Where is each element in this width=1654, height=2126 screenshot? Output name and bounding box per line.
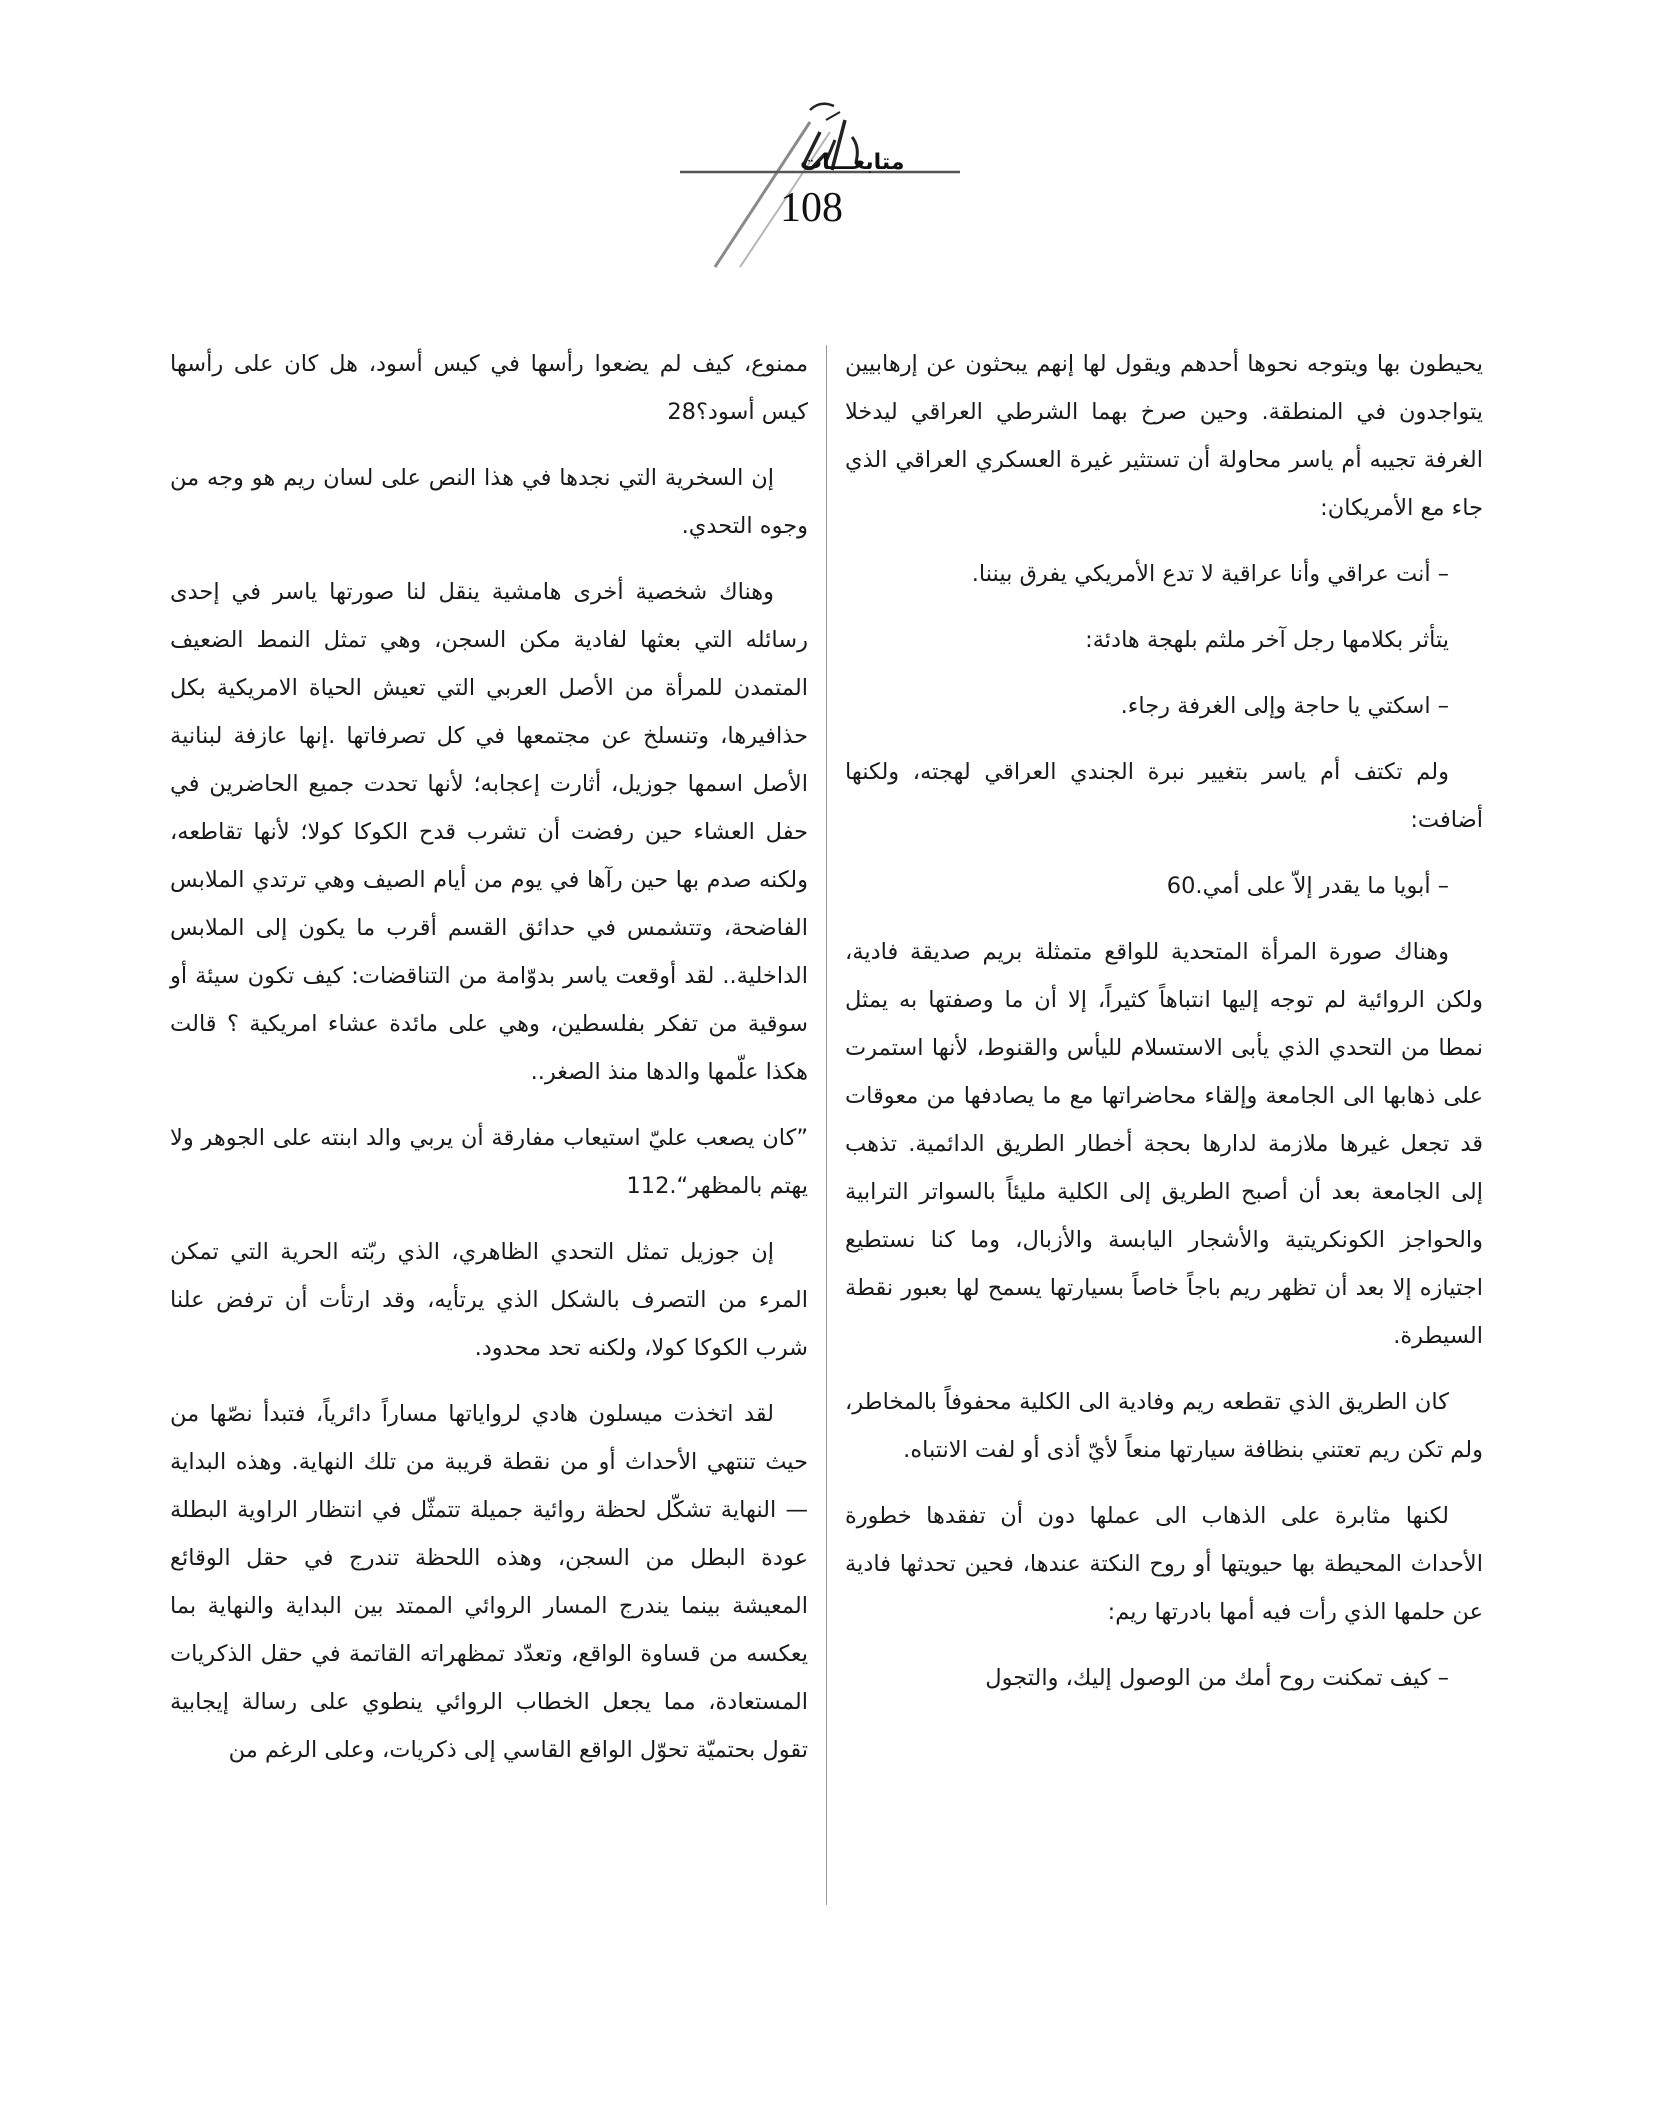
dialog-line: – أبويا ما يقدر إلاّ على أمي.60	[1166, 873, 1449, 899]
paragraph: إن جوزيل تمثل التحدي الظاهري، الذي ربّته الحرية التي تمكن المرء من التصرف بالشكل الذي يرتأيه، وقد ارتأت أن ترفض علنا شرب الكوكا كولا، ولكنه تحد محدود.	[170, 1239, 808, 1361]
section-label: متابعـــات	[800, 150, 905, 175]
column-divider	[826, 345, 827, 1905]
paragraph: يحيطون بها ويتوجه نحوها أحدهم ويقول لها إنهم يبحثون عن إرهابيين يتواجدون في المنطقة. وحين صرخ بهما الشرطي العراقي ليدخلا الغرفة تجيبه أم ياسر محاولة أن تستثير غيرة العسكري العراقي الذي جاء مع الأمريكان:	[845, 351, 1483, 521]
paragraph: وهناك صورة المرأة المتحدية للواقع متمثلة بريم صديقة فادية، ولكن الروائية لم توجه إليها انتباهاً كثيراً، إلا أن ما وصفتها به يمثل نمطا من التحدي الذي يأبى الاستسلام لليأس والقنوط، لأنها استمرت على ذهابها الى الجامعة وإلقاء محاضراتها مع ما يصادفها من معوقات قد تجعل غيرها ملازمة لدارها بحجة أخطار الطريق الدائمية. تذهب إلى الجامعة بعد أن أصبح الطريق إلى الكلية مليئاً بالسواتر الترابية والحواجز الكونكريتية والأشجار اليابسة والأزبال، وما كنا نستطيع اجتيازه إلا بعد أن تظهر ريم باجاً خاصاً بسيارتها يسمح لها بعبور نقطة السيطرة.	[845, 939, 1483, 1349]
paragraph: لقد اتخذت ميسلون هادي لرواياتها مساراً دائرياً، فتبدأ نصّها من حيث تنتهي الأحداث أو من نقطة قريبة من تلك النهاية. وهذه البداية — النهاية تشكّل لحظة روائية جميلة تتمثّل في انتظار الراوية البطلة عودة البطل من السجن، وهذه اللحظة تندرج في حقل الوقائع المعيشة بينما يندرج المسار الروائي الممتد بين البداية والنهاية بما يعكسه من قساوة الواقع، وتعدّد تمظهراته القاتمة في حقل الذكريات المستعادة، مما يجعل الخطاب الروائي ينطوي على رسالة إيجابية تقول بحتميّة تحوّل الواقع القاسي إلى ذكريات، وعلى الرغم من	[170, 1401, 808, 1763]
dialog-line: يتأثر بكلامها رجل آخر ملثم بلهجة هادئة:	[1085, 627, 1449, 653]
paragraph: كان الطريق الذي تقطعه ريم وفادية الى الكلية محفوفاً بالمخاطر، ولم تكن ريم تعتني بنظافة سيارتها منعاً لأيّ أذى أو لفت الانتباه.	[845, 1389, 1483, 1463]
dialog-line: – أنت عراقي وأنا عراقية لا تدع الأمريكي يفرق بيننا.	[971, 561, 1449, 587]
paragraph: ممنوع، كيف لم يضعوا رأسها في كيس أسود، هل كان على رأسها كيس أسود؟28	[170, 351, 808, 425]
quotation: ”كان يصعب عليّ استيعاب مفارقة أن يربي والد ابنته على الجوهر ولا يهتم بالمظهر“.112	[170, 1125, 808, 1199]
right-text-column	[845, 340, 1483, 1720]
dialog-line: – كيف تمكنت روح أمك من الوصول إليك، والتجول	[985, 1665, 1449, 1691]
paragraph: ولم تكتف أم ياسر بتغيير نبرة الجندي العراقي لهجته، ولكنها أضافت:	[845, 759, 1483, 833]
paragraph: إن السخرية التي نجدها في هذا النص على لسان ريم هو وجه من وجوه التحدي.	[170, 465, 808, 539]
page-number: 108	[780, 185, 843, 231]
dialog-line: – اسكتي يا حاجة وإلى الغرفة رجاء.	[1120, 693, 1449, 719]
left-text-column	[170, 340, 808, 1792]
paragraph: لكنها مثابرة على الذهاب الى عملها دون أن تفقدها خطورة الأحداث المحيطة بها حيويتها أو روح النكتة عندها، فحين تحدثها فادية عن حلمها الذي رأت فيه أمها بادرتها ريم:	[845, 1503, 1483, 1625]
magazine-logo-icon	[620, 92, 1080, 272]
page-header	[620, 92, 1080, 272]
paragraph: وهناك شخصية أخرى هامشية ينقل لنا صورتها ياسر في إحدى رسائله التي بعثها لفادية مكن السجن، وهي تمثل النمط الضعيف المتمدن للمرأة من الأصل العربي التي تعيش الحياة الامريكية بكل حذافيرها، وتنسلخ عن مجتمعها في كل تصرفاتها .إنها عازفة لبنانية الأصل اسمها جوزيل، أثارت إعجابه؛ لأنها تحدت جميع الحاضرين في حفل العشاء حين رفضت أن تشرب قدح الكوكا كولا؛ لأنها تقاطعه، ولكنه صدم بها حين رآها في يوم من أيام الصيف وهي ترتدي الملابس الفاضحة، وتتشمس في حدائق القسم أقرب ما يكون إلى الملابس الداخلية.. لقد أوقعت ياسر بدوّامة من التناقضات: كيف تكون سيئة أو سوقية من تفكر بفلسطين، وهي على مائدة عشاء امريكية ؟ قالت هكذا علّمها والدها منذ الصغر..	[170, 579, 808, 1085]
